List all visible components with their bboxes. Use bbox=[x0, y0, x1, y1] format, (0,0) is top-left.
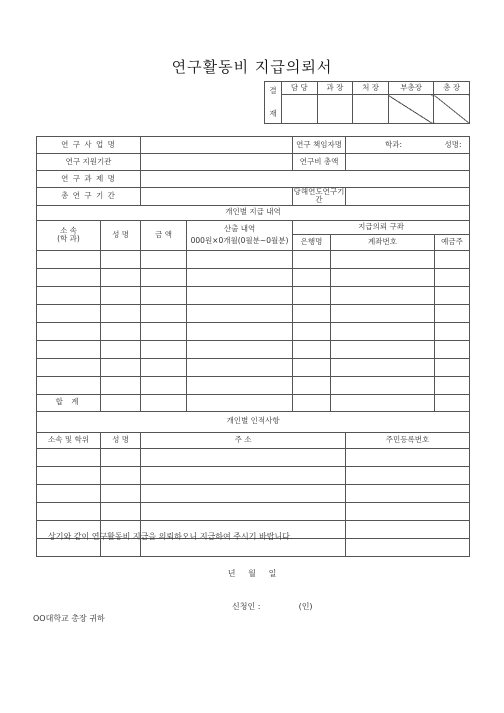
label-year-period: 당해연도연구기간 bbox=[293, 187, 345, 205]
label-support-org: 연구 지원기관 bbox=[37, 154, 141, 171]
col-person-name: 성 명 bbox=[101, 432, 141, 448]
value-project-type[interactable] bbox=[141, 171, 470, 188]
value-researcher[interactable] bbox=[346, 137, 470, 154]
payment-row bbox=[37, 250, 470, 268]
document-title: 연구활동비 지급의뢰서 bbox=[171, 58, 333, 76]
col-affil: 소 속 (학 과) bbox=[37, 220, 101, 250]
approval-sign-0[interactable] bbox=[282, 95, 318, 124]
value-period[interactable] bbox=[141, 188, 293, 206]
person-row bbox=[37, 466, 470, 484]
payment-row bbox=[37, 286, 470, 304]
approval-sign-3 bbox=[388, 95, 433, 124]
label-researcher: 연구 책임자명 bbox=[293, 137, 346, 154]
person-section-title: 개인별 인적사항 bbox=[37, 411, 470, 432]
col-bank: 은행명 bbox=[293, 234, 331, 250]
payment-row bbox=[37, 340, 470, 358]
label-total-fund: 연구비 총액 bbox=[293, 154, 346, 171]
value-year-period[interactable] bbox=[346, 188, 470, 206]
col-name: 성 명 bbox=[101, 220, 141, 250]
value-project-name[interactable] bbox=[141, 137, 293, 154]
payment-section-title: 개인별 지급 내역 bbox=[37, 205, 470, 220]
label-project-name: 연 구 사 업 명 bbox=[37, 137, 141, 154]
payment-row bbox=[37, 322, 470, 340]
main-form-table bbox=[36, 136, 470, 557]
col-amount: 금 액 bbox=[141, 220, 187, 250]
approval-label: 결 재 bbox=[265, 82, 282, 124]
value-total-fund[interactable] bbox=[346, 154, 470, 171]
label-project-type: 연 구 과 제 명 bbox=[37, 171, 141, 188]
date-line: 년 월 일 bbox=[227, 569, 277, 578]
label-period: 총 연 구 기 간 bbox=[37, 188, 141, 206]
person-row bbox=[37, 484, 470, 502]
approval-sign-2[interactable] bbox=[353, 95, 389, 124]
payment-row bbox=[37, 358, 470, 376]
person-row bbox=[37, 448, 470, 466]
col-account-no: 계좌번호 bbox=[331, 234, 435, 250]
approval-col-2: 처 장 bbox=[353, 82, 389, 95]
person-row bbox=[37, 502, 470, 520]
label-dept: 학과: bbox=[385, 139, 403, 149]
payment-row bbox=[37, 376, 470, 394]
approval-col-1: 과 장 bbox=[317, 82, 353, 95]
approval-sign-4 bbox=[434, 95, 470, 124]
col-calc: 산출 내역 000원×0개월(0월분~0월분) bbox=[187, 220, 293, 250]
request-statement: 상기와 같이 연구활동비 지급을 의뢰하오니 지급하여 주시기 바랍니다. bbox=[48, 532, 293, 541]
payment-row bbox=[37, 304, 470, 322]
value-support-org[interactable] bbox=[141, 154, 293, 171]
col-account-group: 지급의뢰 구좌 bbox=[293, 220, 470, 234]
col-holder: 예금주 bbox=[435, 234, 470, 250]
approval-col-0: 담 당 bbox=[282, 82, 318, 95]
approval-table bbox=[264, 81, 470, 124]
applicant-line: 신청인 : (인) bbox=[232, 602, 313, 611]
recipient-line: OO대학교 총장 귀하 bbox=[33, 614, 105, 623]
col-person-address: 주 소 bbox=[141, 432, 346, 448]
payment-row bbox=[37, 268, 470, 286]
approval-col-4: 총 장 bbox=[434, 82, 470, 95]
col-person-affil: 소속 및 학위 bbox=[37, 432, 101, 448]
approval-sign-1[interactable] bbox=[317, 95, 353, 124]
approval-col-3: 부총장 bbox=[388, 82, 433, 95]
col-person-id: 주민등록번호 bbox=[346, 432, 470, 448]
total-label: 합 계 bbox=[37, 394, 101, 411]
label-name: 성명: bbox=[444, 139, 462, 149]
